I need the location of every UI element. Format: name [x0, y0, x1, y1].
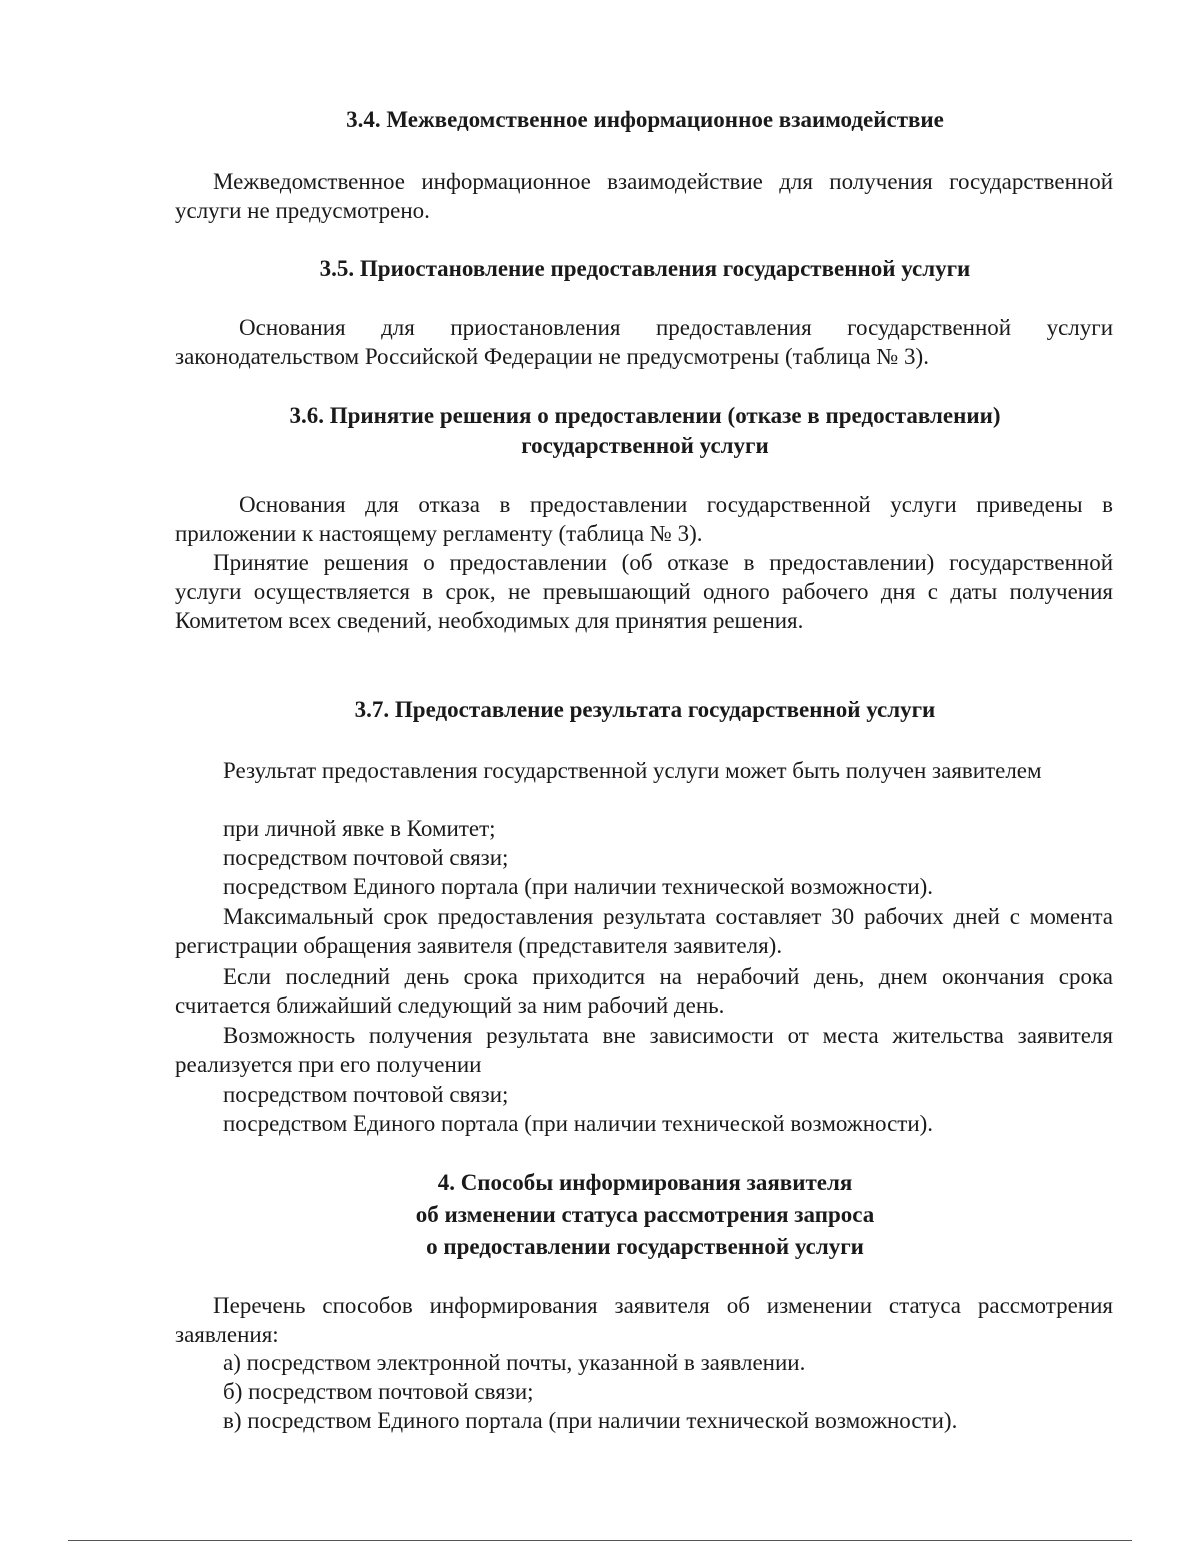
section-4-list-item-a: а) посредством электронной почты, указанной в заявлении.	[223, 1350, 806, 1375]
section-3-7-list-item: при личной явке в Комитет;	[223, 816, 496, 841]
section-3-7-paragraph-3: Если последний день срока приходится на нерабочий день, днем окончания срока считается ближайший следующий за ним рабочий день.	[175, 964, 1113, 1018]
section-3-7-list-item: посредством Единого портала (при наличии технической возможности).	[223, 874, 934, 899]
section-3-4-paragraph: Межведомственное информационное взаимодействие для получения государственной услуги не предусмотрено.	[175, 169, 1113, 223]
section-3-7-paragraph-1: Результат предоставления государственной услуги может быть получен заявителем	[223, 758, 1042, 783]
section-3-7-list-item: посредством почтовой связи;	[223, 1082, 509, 1107]
section-3-6-paragraph-1: Основания для отказа в предоставлении государственной услуги приведены в приложении к настоящему регламенту (таблица № 3).	[175, 492, 1113, 546]
section-3-6-heading-line2: государственной услуги	[521, 433, 769, 458]
section-4-heading-line2: об изменении статуса рассмотрения запроса	[415, 1202, 875, 1227]
section-3-6-heading-line1: 3.6. Принятие решения о предоставлении (отказе в предоставлении)	[289, 403, 1001, 428]
section-4-list-item-c: в) посредством Единого портала (при наличии технической возможности).	[223, 1408, 958, 1433]
section-3-7-list-item: посредством Единого портала (при наличии технической возможности).	[223, 1111, 934, 1136]
section-3-4-heading: 3.4. Межведомственное информационное взаимодействие	[346, 107, 944, 132]
section-4-heading-line1: 4. Способы информирования заявителя	[437, 1170, 853, 1195]
section-3-7-heading: 3.7. Предоставление результата государственной услуги	[354, 697, 936, 722]
footer-rule	[68, 1540, 1132, 1541]
section-3-7-list-item: посредством почтовой связи;	[223, 845, 509, 870]
section-3-5-paragraph: Основания для приостановления предоставления государственной услуги законодательством Российской Федерации не предусмотрены (таблица № 3).	[175, 315, 1113, 369]
section-3-7-paragraph-4: Возможность получения результата вне зависимости от места жительства заявителя реализуется при его получении	[175, 1023, 1113, 1077]
section-4-list-item-b: б) посредством почтовой связи;	[223, 1379, 534, 1404]
section-3-5-heading: 3.5. Приостановление предоставления государственной услуги	[319, 256, 971, 281]
section-4-paragraph: Перечень способов информирования заявителя об изменении статуса рассмотрения заявления:	[175, 1293, 1113, 1347]
section-3-6-paragraph-2: Принятие решения о предоставлении (об отказе в предоставлении) государственной услуги осуществляется в срок, не превышающий одного рабочего дня с даты получения Комитетом всех сведений, необходимых для принятия решения.	[175, 550, 1113, 633]
section-4-heading-line3: о предоставлении государственной услуги	[426, 1234, 864, 1259]
section-3-7-paragraph-2: Максимальный срок предоставления результата составляет 30 рабочих дней с момента регистрации обращения заявителя (представителя заявителя).	[175, 904, 1113, 958]
